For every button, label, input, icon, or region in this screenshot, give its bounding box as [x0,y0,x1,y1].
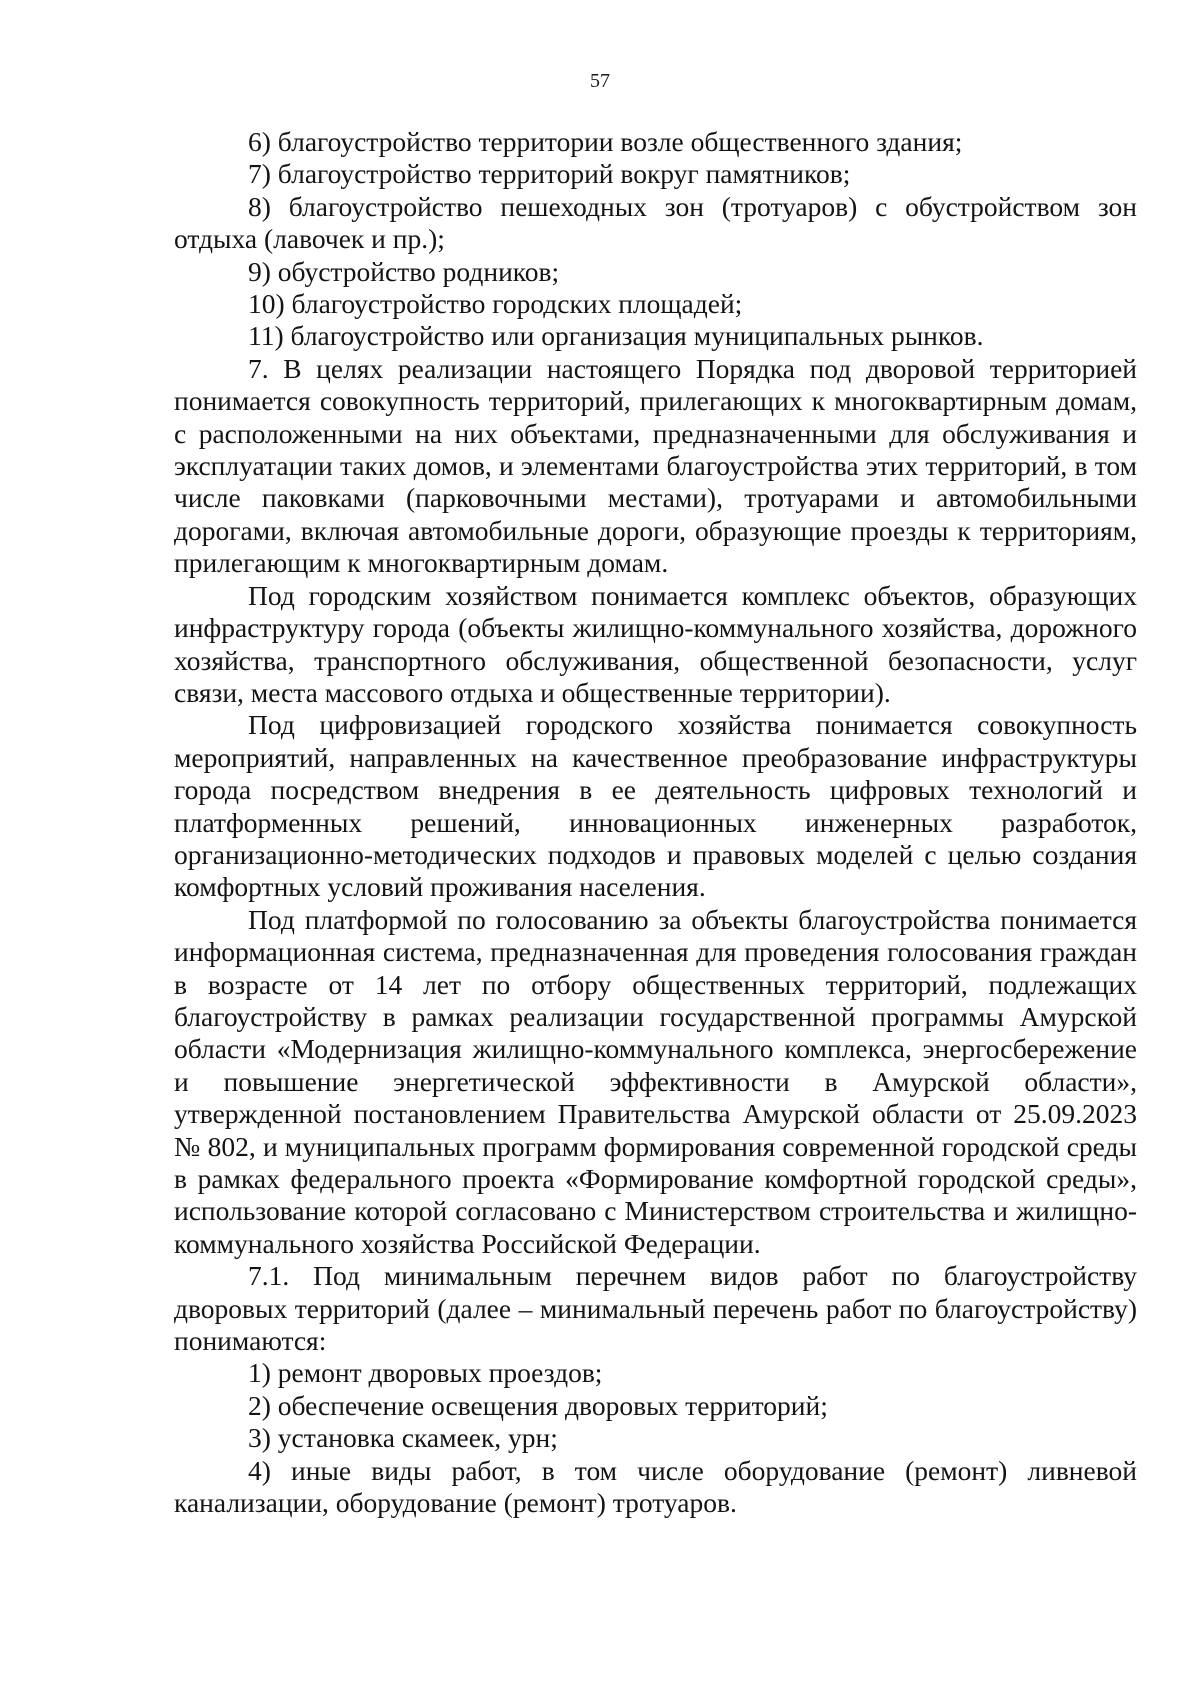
document-body [174,126,1137,1519]
paragraph-list-item-9: 9) обустройство родников; [248,255,560,287]
paragraph-section-7-1: 7.1. Под минимальным перечнем видов работ по благоустройству дворовых территорий (далее – минимальный перечень работ по благоустройству) понимаются: [174,1260,1137,1357]
paragraph-work-item-4: 4) иные виды работ, в том числе оборудование (ремонт) ливневой канализации, оборудование (ремонт) тротуаров. [174,1454,1137,1519]
paragraph-digitalization: Под цифровизацией городского хозяйства понимается совокупность мероприятий, направленных на качественное преобразование инфраструктуры города посредством внедрения в ее деятельность цифровых технологий и платформенных решений, инновационных инженерных разработок, организационно-методических подходов и правовых моделей с целью создания комфортных условий проживания населения. [174,709,1137,903]
paragraph-list-item-10: 10) благоустройство городских площадей; [248,288,743,320]
paragraph-work-item-1: 1) ремонт дворовых проездов; [248,1357,603,1389]
paragraph-list-item-8: 8) благоустройство пешеходных зон (тротуаров) с обустройством зон отдыха (лавочек и пр.); [174,190,1137,255]
paragraph-work-item-2: 2) обеспечение освещения дворовых территорий; [248,1389,828,1421]
paragraph-list-item-11: 11) благоустройство или организация муниципальных рынков. [248,320,984,352]
paragraph-list-item-6: 6) благоустройство территории возле общественного здания; [248,126,963,157]
paragraph-urban-economy: Под городским хозяйством понимается комплекс объектов, образующих инфраструктуру города (объекты жилищно-коммунального хозяйства, дорожного хозяйства, транспортного обслуживания, общественной безопасности, услуг связи, места массового отдыха и общественные территории). [174,579,1137,708]
paragraph-list-item-7: 7) благоустройство территорий вокруг памятников; [248,158,851,190]
page-number: 57 [590,70,610,92]
paragraph-voting-platform: Под платформой по голосованию за объекты благоустройства понимается информационная система, предназначенная для проведения голосования граждан в возрасте от 14 лет по отбору общественных территорий, подлежащих благоустройству в рамках реализации государственной программы Амурской области «Модернизация жилищно-коммунального комплекса, энергосбережение и повышение энергетической эффективности в Амурской области», утвержденной постановлением Правительства Амурской области от 25.09.2023 № 802, и муниципальных программ формирования современной городской среды в рамках федерального проекта «Формирование комфортной городской среды», использование которой согласовано с Министерством строительства и жилищно-коммунального хозяйства Российской Федерации. [174,903,1137,1259]
paragraph-work-item-3: 3) установка скамеек, урн; [248,1422,558,1454]
paragraph-section-7: 7. В целях реализации настоящего Порядка под дворовой территорией понимается совокупность территорий, прилегающих к многоквартирным домам, с расположенными на них объектами, предназначенными для обслуживания и эксплуатации таких домов, и элементами благоустройства этих территорий, в том числе паковками (парковочными местами), тротуарами и автомобильными дорогами, включая автомобильные дороги, образующие проезды к территориям, прилегающим к многоквартирным домам. [174,352,1137,579]
